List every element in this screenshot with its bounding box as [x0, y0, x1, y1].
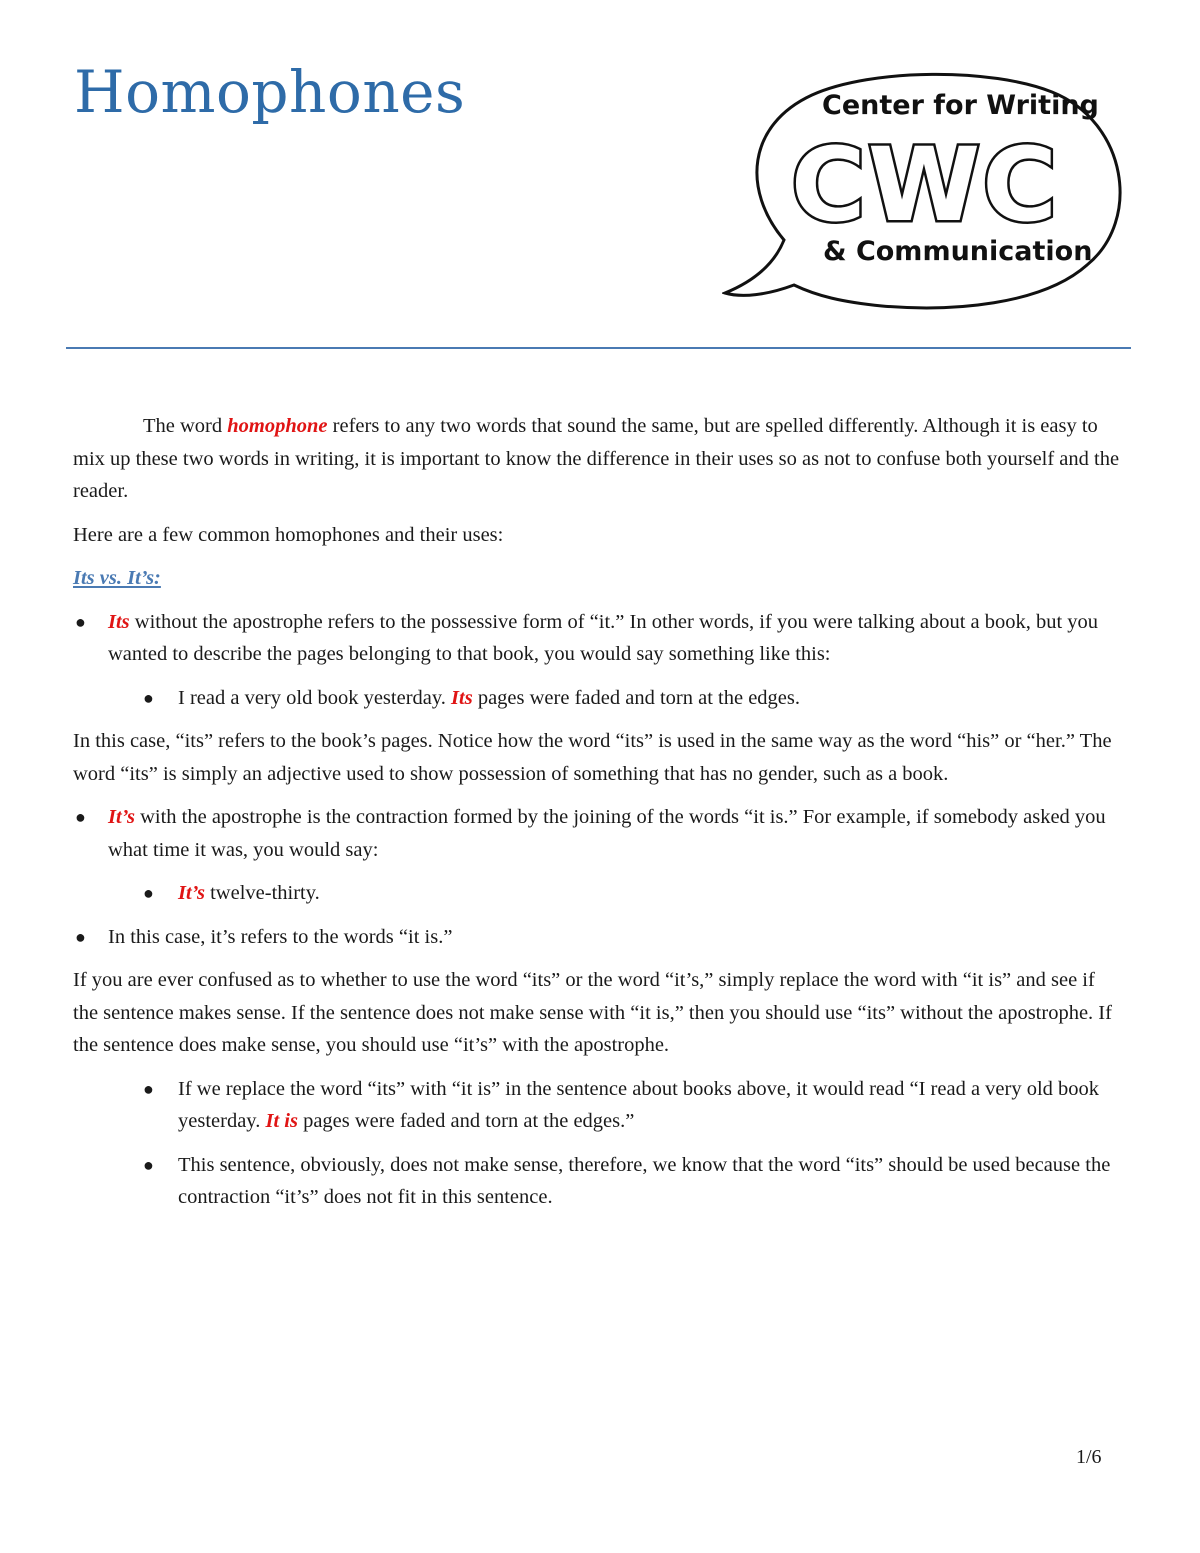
lead-in-paragraph: Here are a few common homophones and their uses:	[73, 523, 504, 546]
list-item-text: without the apostrophe refers to the possessive form of “it.” In other words, if you were talking about a book, but you wanted to describe the pages belonging to that book, you would say something like this:	[108, 610, 1099, 665]
bullet-icon: ●	[143, 883, 154, 903]
highlighted-term: It is	[265, 1110, 298, 1132]
cwc-logo	[722, 70, 1134, 314]
list-item	[73, 921, 1123, 954]
bullet-icon: ●	[75, 807, 86, 827]
bullet-icon: ●	[143, 687, 154, 708]
intro-text-start: The word	[143, 415, 228, 437]
logo-line-2: & Communication	[823, 236, 1093, 267]
list-item-text: pages were faded and torn at the edges.	[472, 686, 800, 709]
list-item	[73, 1149, 1123, 1214]
highlighted-term: homophone	[227, 415, 328, 437]
bullet-icon: ●	[75, 926, 86, 947]
bullet-icon: ●	[143, 1154, 154, 1175]
section-heading-text: Its vs. It’s:	[73, 567, 161, 589]
list-item-text: with the apostrophe is the contraction formed by the joining of the words “it is.” For example, if somebody asked you what time it was, you would say:	[108, 806, 1106, 861]
list-item	[73, 682, 1123, 715]
list-item-text: This sentence, obviously, does not make sense, therefore, we know that the word “its” should be used because the contraction “it’s” does not fit in this sentence.	[178, 1153, 1111, 1208]
logo-line-1: Center for Writing	[822, 90, 1099, 121]
list-item-text: twelve-thirty.	[204, 882, 320, 904]
highlighted-term: Its	[108, 610, 130, 633]
list-item-text: pages were faded and torn at the edges.”	[297, 1110, 635, 1132]
highlighted-term: It’s	[108, 806, 135, 828]
list-item	[73, 801, 1123, 866]
list-item-text: I read a very old book yesterday.	[178, 686, 452, 709]
intro-paragraph	[73, 410, 1123, 508]
bullet-icon: ●	[143, 1078, 154, 1099]
list-item-text: If we replace the word “its” with “it is” in the sentence about books above, it would read “I read a very old book yesterday.	[178, 1077, 1100, 1132]
bullet-icon: ●	[75, 611, 86, 632]
list-item	[73, 877, 1123, 910]
explanation-paragraph: In this case, “its” refers to the book’s pages. Notice how the word “its” is used in the same way as the word “his” or “her.” The word “its” is simply an adjective used to show possession of something that has no gender, such as a book.	[73, 730, 1112, 785]
list-item	[73, 606, 1123, 671]
page-number: 1/6	[1076, 1446, 1102, 1468]
header-rule	[66, 347, 1131, 349]
logo-acronym: CWC	[790, 126, 1060, 245]
section-heading	[73, 562, 1123, 595]
document-body	[73, 410, 1123, 1225]
list-item-text: In this case, it’s refers to the words “it is.”	[108, 925, 453, 948]
page-title: Homophones	[74, 58, 466, 126]
list-item	[73, 1073, 1123, 1138]
intro-text-end: refers to any two words that sound the same, but are spelled differently. Although it is easy to mix up these two words in writing, it is important to know the difference in their uses so as not to confuse both yourself and the reader.	[73, 415, 1120, 502]
highlighted-term: Its	[451, 686, 473, 709]
highlighted-term: It’s	[178, 882, 205, 904]
rule-paragraph: If you are ever confused as to whether to use the word “its” or the word “it’s,” simply replace the word with “it is” and see if the sentence makes sense. If the sentence does not make sense with “it is,” then you should use “its” without the apostrophe. If the sentence does make sense, you should use “it’s” with the apostrophe.	[73, 969, 1112, 1056]
